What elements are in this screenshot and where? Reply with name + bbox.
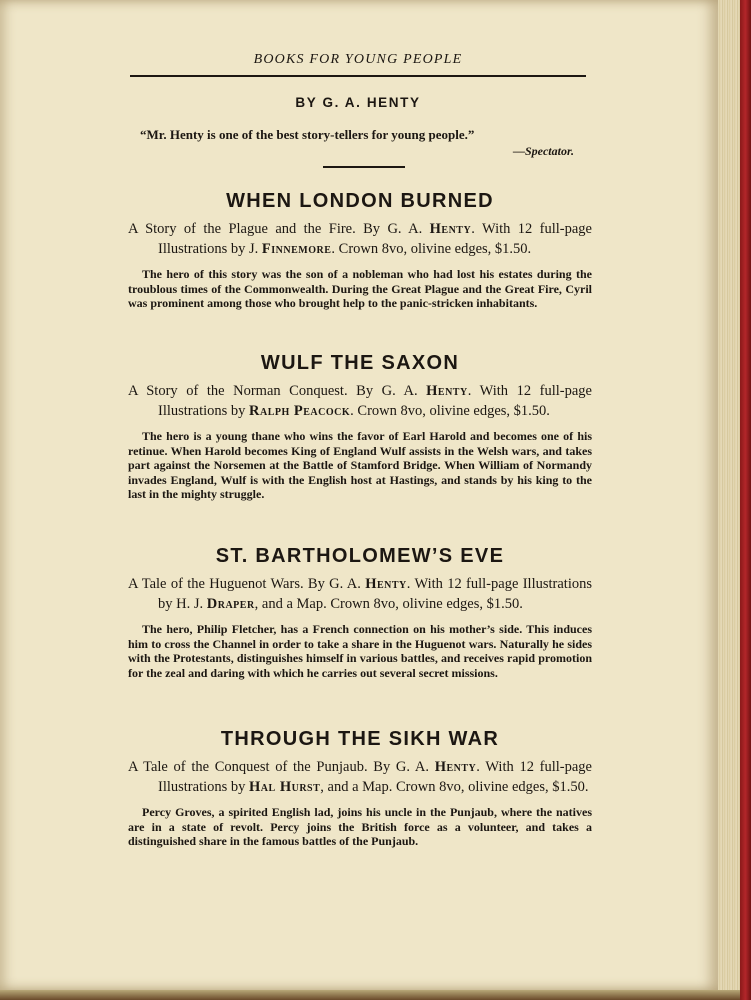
author-name: Henty [426,383,468,399]
description-text: A Tale of the Conquest of the Punjaub. By G. A. [128,759,435,775]
description-text: . Crown 8vo, olivine edges, $1.50. [331,240,532,257]
author-name: Henty [434,759,477,775]
description-text: A Tale of the Huguenot Wars. By G. A. [128,576,366,592]
book-description [128,220,592,259]
book-summary: The hero of this story was the son of a nobleman who had lost his estates during the troublous times of the Commonwealth. During the Great Plague and the Great Fire, Cyril was prominent among those who brought help to the panic-stricken inhabitants. [128,267,592,310]
book-cover-edge [740,0,751,1000]
book-title: WHEN LONDON BURNED [226,190,494,212]
illustrator-name: Finnemore [261,240,332,257]
header-rule [130,75,586,77]
book-title: WULF THE SAXON [260,352,460,374]
page-bottom-edge [0,990,740,1000]
description-text: . With 12 full-page Illustrations by [158,759,592,795]
review-quote: “Mr. Henty is one of the best story-tellers for young people.” [140,127,475,142]
book-entry-through-the-sikh-war [128,726,592,849]
description-text: , and a Map. Crown 8vo, olivine edges, $1.50. [254,595,523,612]
quote-attribution: —Spectator. [512,144,574,158]
book-summary: The hero, Philip Fletcher, has a French connection on his mother’s side. This induces him to cross the Channel in order to take a share in the Huguenot wars. Naturally he sides with the Protestants, distinguishes himself in various battles, and receives rapid promotion for the zeal and daring with which he carries out several secret missions. [128,622,592,680]
description-text: . With 12 full-page Illustrations by H. J. [158,576,592,612]
book-title: THROUGH THE SIKH WAR [220,728,500,750]
illustrator-name: Ralph Peacock [249,402,351,419]
book-description [128,382,592,421]
book-title: ST. BARTHOLOMEW’S EVE [215,545,505,567]
book-summary: Percy Groves, a spirited English lad, joins his uncle in the Punjaub, where the natives are in a state of revolt. Percy joins the British force as a volunteer, and takes a distinguished share in the famous battles of the Punjaub. [128,805,592,848]
book-description [128,575,592,614]
description-text: . With 12 full-page Illustrations by [158,383,592,419]
illustrator-name: Draper [206,595,255,612]
book-entry-st-bartholomews-eve [128,543,592,680]
book-entry-when-london-burned [128,188,592,311]
author-name: Henty [429,221,472,237]
book-entry-wulf-the-saxon [128,350,592,502]
running-head: BOOKS FOR YOUNG PEOPLE [253,52,463,67]
description-text: . With 12 full-page Illustrations by J. [158,221,592,257]
section-divider [323,166,405,168]
illustrator-name: Hal Hurst [249,778,321,795]
book-description [128,758,592,797]
page-stack-edge [718,0,740,1000]
book-summary: The hero is a young thane who wins the favor of Earl Harold and becomes one of his retinue. When Harold becomes King of England Wulf assists in the Welsh wars, and takes part against the Norsemen at the Battle of Stamford Bridge. When William of Normandy invades England, Wulf is with the English host at Hastings, and stands by his king to the last in the mighty struggle. [128,429,592,501]
description-text: . Crown 8vo, olivine edges, $1.50. [350,402,550,419]
description-text: , and a Map. Crown 8vo, olivine edges, $1.50. [320,778,589,795]
description-text: A Story of the Norman Conquest. By G. A. [128,383,427,399]
author-byline: BY G. A. HENTY [295,95,421,110]
author-name: Henty [365,576,407,592]
description-text: A Story of the Plague and the Fire. By G. A. [128,221,430,237]
